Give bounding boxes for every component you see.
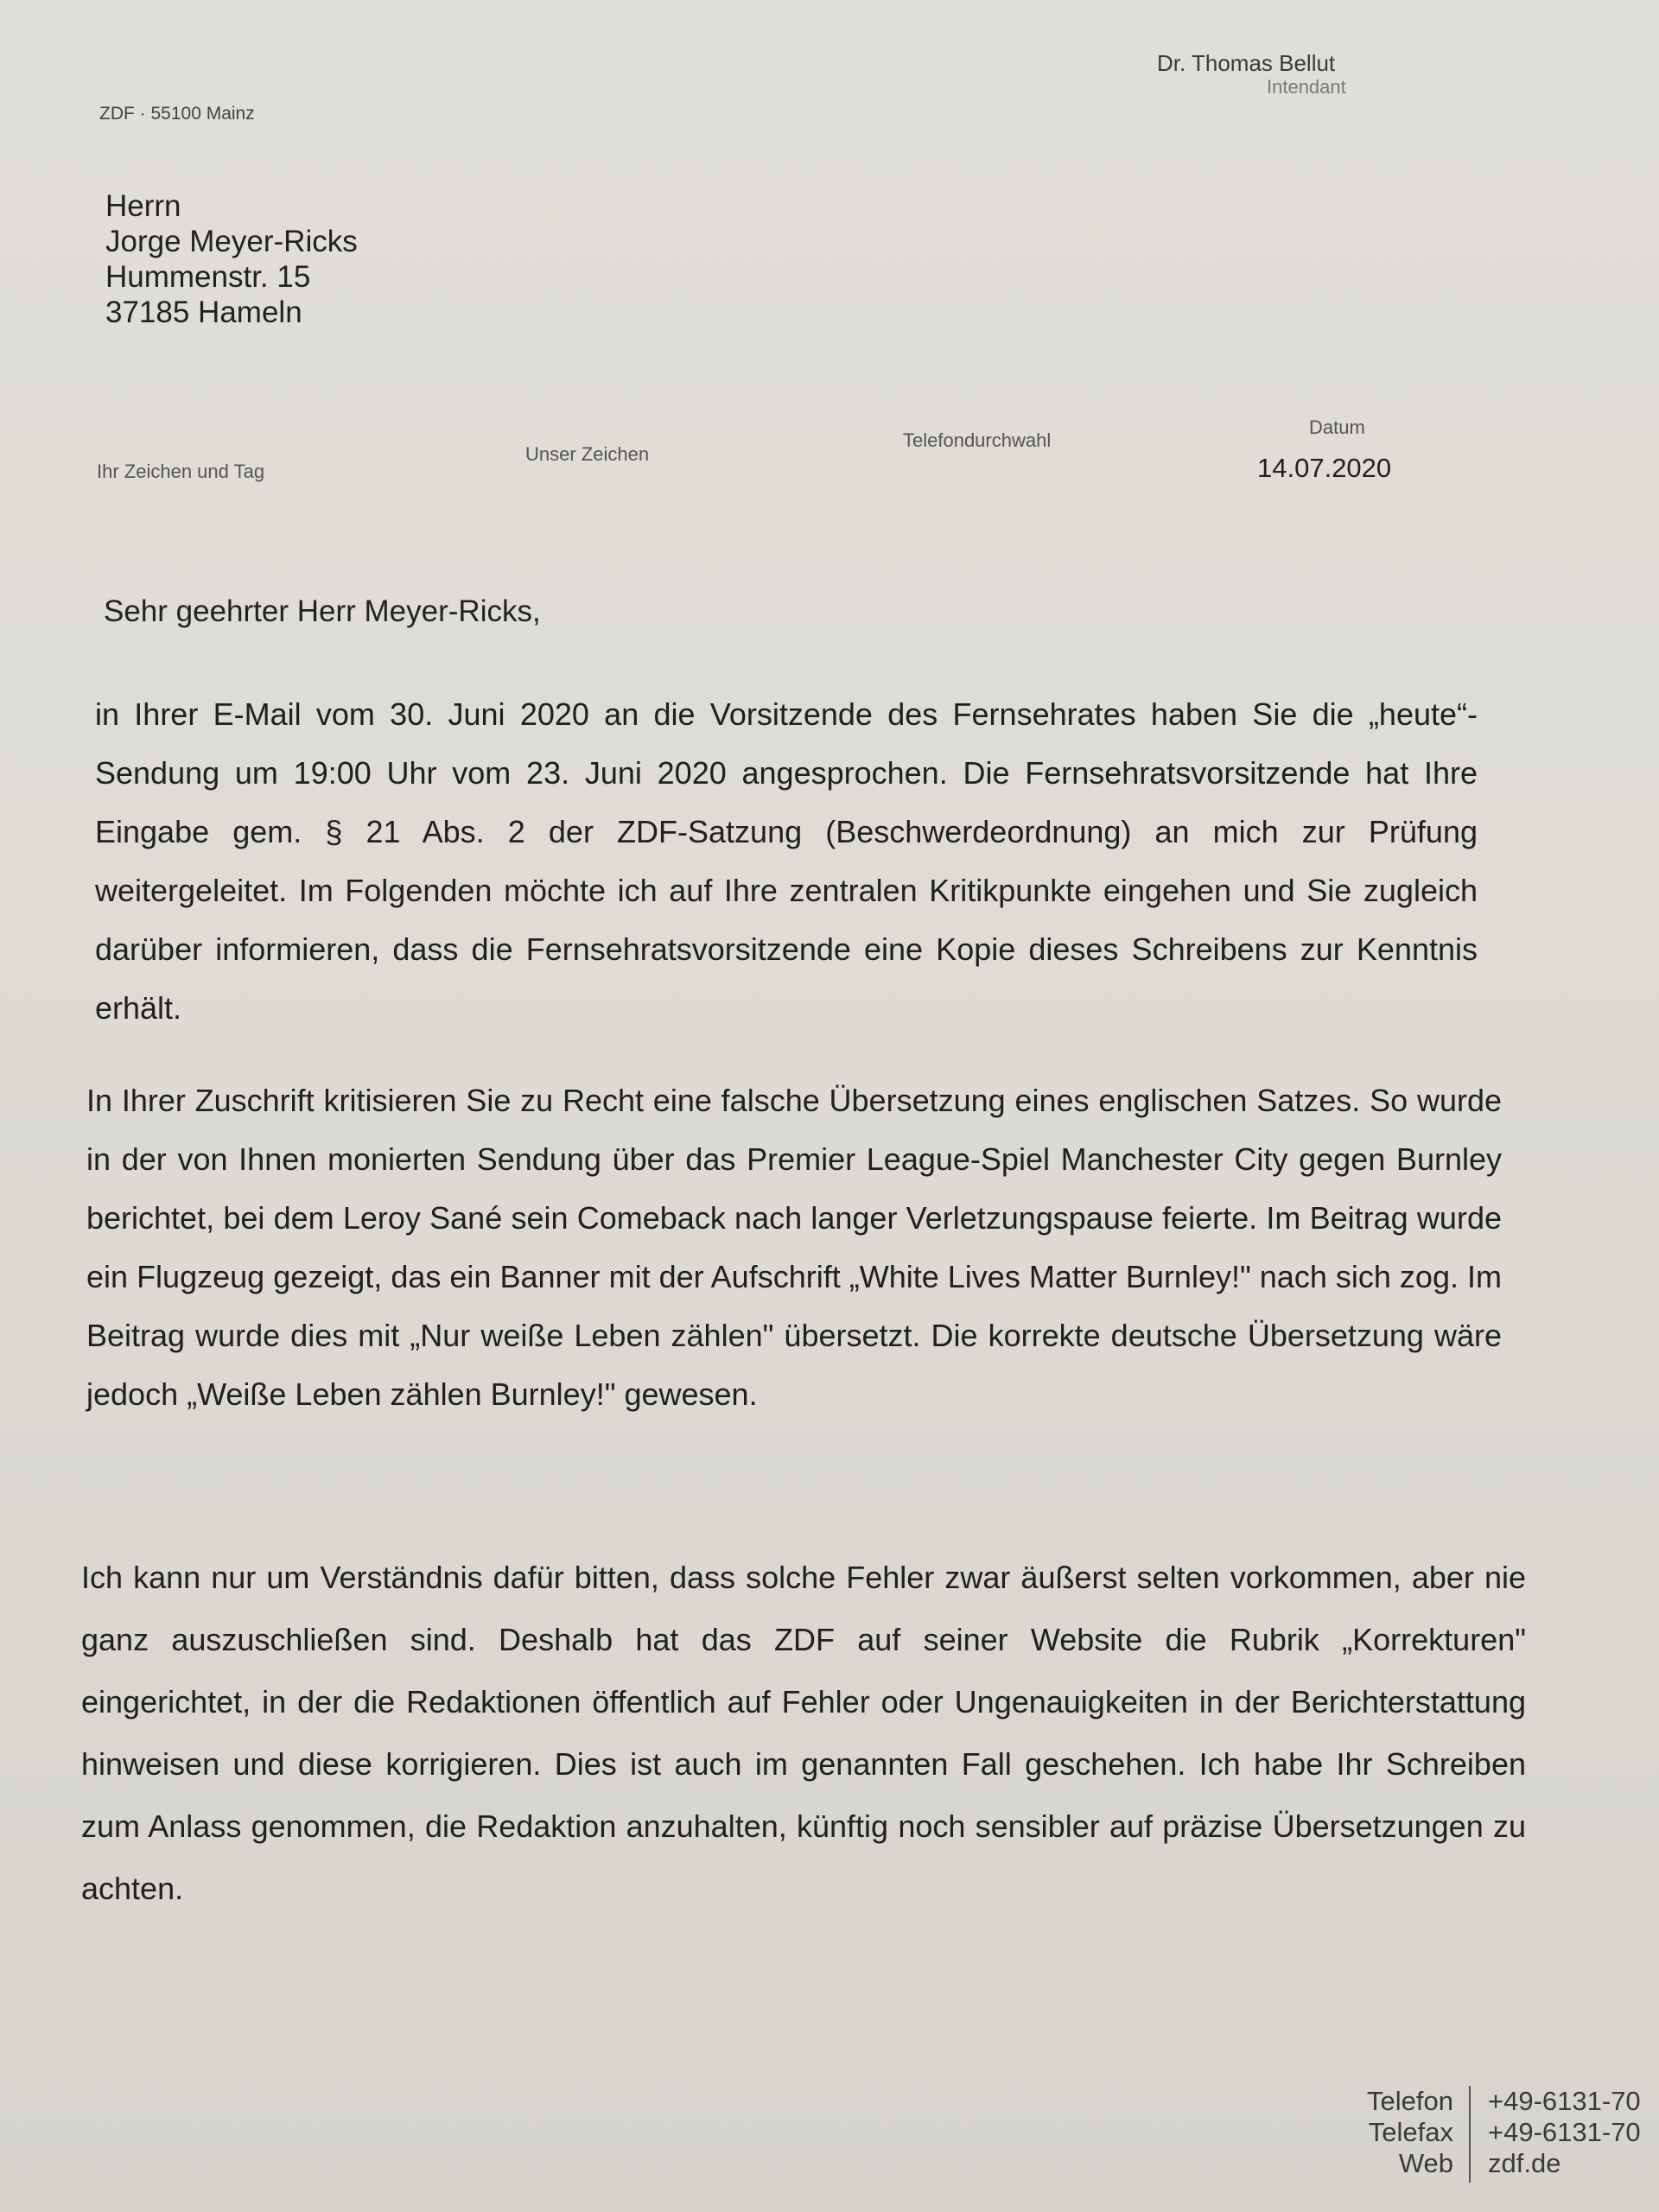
contact-labels xyxy=(1348,2086,1453,2179)
recipient-street: Hummenstr. 15 xyxy=(105,260,311,294)
contact-web-label: Web xyxy=(1398,2148,1453,2178)
contact-divider xyxy=(1469,2086,1471,2183)
contact-fax-value: +49-6131-70 xyxy=(1488,2117,1641,2147)
contact-web-value: zdf.de xyxy=(1488,2148,1561,2178)
sender-role: Intendant xyxy=(1267,76,1346,98)
body-paragraph-2: In Ihrer Zuschrift kritisieren Sie zu Recht eine falsche Übersetzung eines englischen Satzes. So wurde in der von Ihnen monierten Sendung über das Premier League-Spiel Manchester City gegen Burnley berichtet, bei dem Leroy Sané sein Comeback nach langer Verletzungspause feierte. Im Beitrag wurde ein Flugzeug gezeigt, das ein Banner mit der Aufschrift „White Lives Matter Burnley!" nach sich zog. Im Beitrag wurde dies mit „Nur weiße Leben zählen" übersetzt. Die korrekte deutsche Übersetzung wäre jedoch „Weiße Leben zählen Burnley!" gewesen. xyxy=(86,1083,1502,1412)
body-paragraph-1: in Ihrer E-Mail vom 30. Juni 2020 an die Vorsitzende des Fernsehrates haben Sie die „heute“-Sendung um 19:00 Uhr vom 23. Juni 2020 angesprochen. Die Fernsehratsvorsitzende hat Ihre Eingabe gem. § 21 Abs. 2 der ZDF-Satzung (Beschwerdeordnung) an mich zur Prüfung weitergeleitet. Im Folgenden möchte ich auf Ihre zentralen Kritikpunkte eingehen und Sie zugleich darüber informieren, dass die Fernsehratsvorsitzende eine Kopie dieses Schreibens zur Kenntnis erhält. xyxy=(95,696,1478,1026)
contact-values xyxy=(1488,2086,1641,2179)
sender-name: Dr. Thomas Bellut xyxy=(1157,50,1336,76)
your-reference-label: Ihr Zeichen und Tag xyxy=(97,461,265,482)
recipient-address-block xyxy=(105,188,358,330)
recipient-name: Jorge Meyer-Ricks xyxy=(105,225,358,258)
date-label: Datum xyxy=(1309,416,1365,438)
contact-phone-label: Telefon xyxy=(1367,2086,1453,2116)
contact-fax-label: Telefax xyxy=(1368,2117,1453,2147)
our-reference-label: Unser Zeichen xyxy=(525,443,650,465)
recipient-city: 37185 Hameln xyxy=(105,296,302,329)
phone-extension-label: Telefondurchwahl xyxy=(903,429,1052,451)
return-address: ZDF · 55100 Mainz xyxy=(99,104,255,124)
contact-phone-value: +49-6131-70 xyxy=(1488,2086,1641,2116)
body-paragraph-3: Ich kann nur um Verständnis dafür bitten, dass solche Fehler zwar äußerst selten vorkommen, aber nie ganz auszuschließen sind. Deshalb hat das ZDF auf seiner Website die Rubrik „Korrekturen" eingerichtet, in der die Redaktionen öffentlich auf Fehler oder Ungenauigkeiten in der Berichterstattung hinweisen und diese korrigieren. Dies ist auch im genannten Fall geschehen. Ich habe Ihr Schreiben zum Anlass genommen, die Redaktion anzuhalten, künftig noch sensibler auf präzise Übersetzungen zu achten. xyxy=(81,1560,1526,1906)
letter-date: 14.07.2020 xyxy=(1257,453,1392,483)
recipient-salutation-line: Herrn xyxy=(105,189,181,223)
salutation: Sehr geehrter Herr Meyer-Ricks, xyxy=(104,594,541,628)
